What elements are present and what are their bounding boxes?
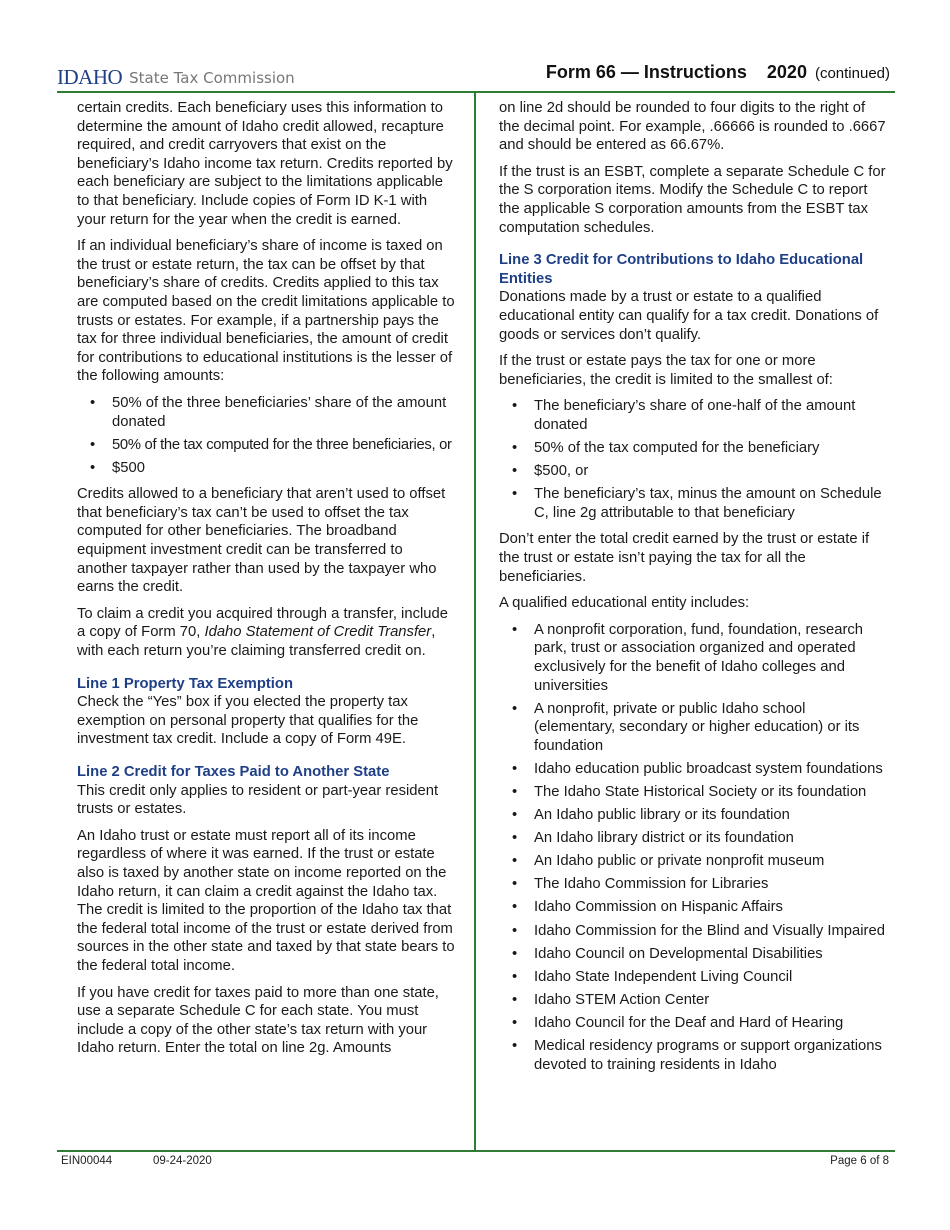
text-run: , with each return you’re claiming transferred credit on. — [77, 624, 436, 660]
paragraph — [77, 605, 455, 661]
paragraph: certain credits. Each beneficiary uses this information to determine the amount of Idaho credit allowed, recapture required, and credit carryovers that exist on the beneficiary’s Idaho income tax return. Credits reported by each beneficiary are subject to the limitations applicable to that beneficiary. Include copies of Form ID K-1 with your return for the year when the credit is earned. — [77, 100, 453, 228]
list-item: • An Idaho public library or its foundation — [499, 806, 889, 825]
section-heading-line-3: Line 3 Credit for Contributions to Idaho Educational Entities — [499, 252, 864, 287]
section-heading-line-1: Line 1 Property Tax Exemption — [77, 675, 293, 692]
list-item: • $500, or — [499, 462, 889, 481]
bullet-list — [77, 394, 455, 477]
bullet-list — [499, 621, 889, 1074]
list-item: • The beneficiary’s tax, minus the amount on Schedule C, line 2g attributable to that beneficiary — [499, 485, 889, 522]
list-item: • A nonprofit, private or public Idaho school (elementary, secondary or higher education) or its foundation — [499, 700, 889, 756]
text-run: To claim a credit you acquired through a transfer, include a copy of Form 70, — [77, 605, 448, 641]
agency-name: State Tax Commission — [129, 68, 295, 87]
bullet-list — [499, 397, 889, 522]
list-item: • Idaho Commission for the Blind and Visually Impaired — [499, 922, 889, 941]
form-name: Form 66 — Instructions — [545, 62, 747, 82]
agency-logo — [57, 65, 295, 90]
list-item: • Idaho Commission on Hispanic Affairs — [499, 898, 889, 917]
document-code: EIN00044 — [61, 1155, 113, 1167]
continued-label: (continued) — [814, 65, 890, 82]
paragraph: Credits allowed to a beneficiary that aren’t used to offset that beneficiary’s tax can’t be used to offset the tax computed for other beneficiaries. The broadband equipment investment credit can be transferred to another taxpayer rather than used by the taxpayer who earns the credit. — [77, 486, 446, 596]
list-item: • Idaho Council on Developmental Disabilities — [499, 945, 889, 964]
paragraph: If the trust is an ESBT, complete a separate Schedule C for the S corporation items. Modify the Schedule C to report the applicable S corporation amounts from the ESBT tax computation schedules. — [499, 163, 886, 236]
form-title — [546, 62, 890, 83]
list-item: • Idaho Council for the Deaf and Hard of Hearing — [499, 1014, 889, 1033]
list-item: • Idaho State Independent Living Council — [499, 968, 889, 987]
paragraph: This credit only applies to resident or part-year resident trusts or estates. — [77, 782, 439, 818]
page-header — [57, 60, 890, 90]
idaho-logo-mark: IDAHO — [57, 65, 123, 89]
paragraph: If you have credit for taxes paid to more than one state, use a separate Schedule C for each state. You must include a copy of the other state’s tax return with your Idaho return. Enter the total on line 2g. Amounts — [77, 984, 439, 1057]
list-item: • The Idaho Commission for Libraries — [499, 875, 889, 894]
paragraph: Donations made by a trust or estate to a qualified educational entity can qualify for a tax credit. Donations of goods or services don’t qualify. — [499, 289, 879, 343]
list-item: • Idaho STEM Action Center — [499, 991, 889, 1010]
page-number: Page 6 of 8 — [830, 1155, 889, 1167]
list-item: • Idaho education public broadcast system foundations — [499, 760, 889, 779]
paragraph: If an individual beneficiary’s share of income is taxed on the trust or estate return, the tax can be offset by that beneficiary’s share of credits. Credits applied to this tax are computed based on the credit limitations applicable to trusts or estates. For example, if a partnership pays the tax for three individual beneficiaries, the amount of credit for contributions to educational institutions is the lesser of the following amounts: — [77, 238, 455, 385]
column-divider — [474, 92, 476, 1151]
list-item: • 50% of the tax computed for the beneficiary — [499, 439, 889, 458]
left-column — [77, 99, 455, 1066]
paragraph: on line 2d should be rounded to four digits to the right of the decimal point. For example, .66666 is rounded to .6667 and should be entered as 66.67%. — [499, 100, 886, 154]
list-item: • An Idaho library district or its foundation — [499, 829, 889, 848]
list-item: • Medical residency programs or support organizations devoted to training residents in Idaho — [499, 1037, 889, 1074]
paragraph: A qualified educational entity includes: — [499, 595, 750, 612]
list-item: • The beneficiary’s share of one-half of the amount donated — [499, 397, 889, 434]
section-heading-line-2: Line 2 Credit for Taxes Paid to Another State — [77, 764, 390, 780]
list-item: • The Idaho State Historical Society or its foundation — [499, 783, 889, 802]
list-item: • An Idaho public or private nonprofit museum — [499, 852, 889, 871]
list-item: • A nonprofit corporation, fund, foundation, research park, trust or association organized and operated exclusively for the benefit of Idaho colleges and universities — [499, 621, 889, 695]
paragraph: Don’t enter the total credit earned by the trust or estate if the trust or estate isn’t paying the tax for all the beneficiaries. — [499, 531, 870, 585]
right-column — [499, 99, 889, 1082]
paragraph: Check the “Yes” box if you elected the property tax exemption on personal property that qualifies for the investment tax credit. Include a copy of Form 49E. — [77, 694, 419, 748]
form-year: 2020 — [766, 62, 807, 82]
list-item: • $500 — [77, 459, 455, 478]
revision-date: 09-24-2020 — [153, 1155, 212, 1167]
list-item: • 50% of the three beneficiaries’ share of the amount donated — [77, 394, 455, 431]
list-item: • 50% of the tax computed for the three beneficiaries, or — [77, 436, 455, 455]
paragraph: An Idaho trust or estate must report all of its income regardless of where it was earned. If the trust or estate also is taxed by another state on income reported on the Idaho return, it can claim a credit against the Idaho tax. The credit is limited to the proportion of the Idaho tax that the federal total income of the trust or estate derived from sources in the other state and taxed by that state bears to the federal total income. — [77, 827, 455, 974]
form-70-title: Idaho Statement of Credit Transfer — [204, 624, 432, 641]
paragraph: If the trust or estate pays the tax for one or more beneficiaries, the credit is limited to the smallest of: — [499, 353, 833, 388]
footer-rule — [57, 1150, 895, 1152]
header-rule — [57, 91, 895, 93]
